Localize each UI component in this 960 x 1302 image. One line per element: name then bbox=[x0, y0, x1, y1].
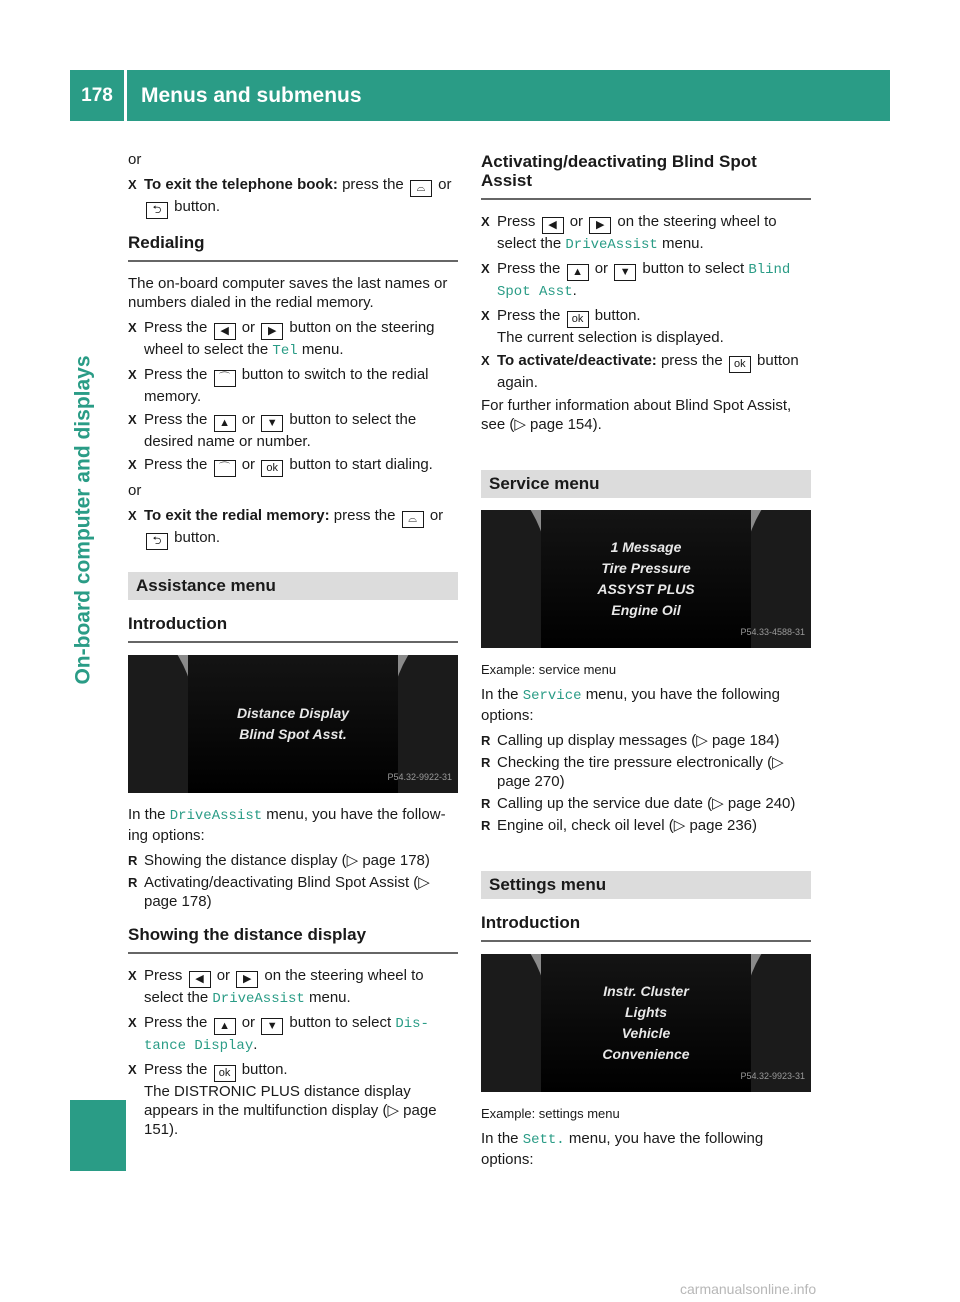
text: menu, you have the following options: bbox=[128, 806, 446, 844]
step-text: Press the bbox=[144, 1061, 208, 1078]
display-screen bbox=[541, 954, 751, 1092]
redialing-intro: The on-board computer saves the last names or numbers dialed in the redial memory. bbox=[128, 275, 448, 311]
showing-distance-heading: Showing the distance display bbox=[128, 925, 458, 954]
down-key-icon: ▼ bbox=[261, 1018, 283, 1035]
step-text: or bbox=[438, 176, 452, 193]
image-code: P54.33-4588-31 bbox=[740, 627, 805, 637]
up-key-icon: ▲ bbox=[214, 1018, 236, 1035]
menu-code: DriveAssist bbox=[565, 237, 658, 253]
step-text: Press the bbox=[497, 260, 561, 277]
step-text: press the bbox=[333, 507, 396, 524]
screen-line: Lights bbox=[625, 1004, 667, 1020]
step-text: Press the bbox=[497, 307, 561, 324]
screen-line: Blind Spot Asst. bbox=[239, 726, 347, 742]
step-text: Press the bbox=[144, 1014, 208, 1031]
page-number: 178 bbox=[70, 70, 127, 121]
driveassist-intro bbox=[128, 805, 458, 845]
right-key-icon: ▶ bbox=[236, 971, 258, 988]
side-tab-label: On-board computer and displays bbox=[71, 355, 95, 685]
step-text: button to switch to the redial memory. bbox=[144, 366, 429, 405]
screen-line: Convenience bbox=[602, 1046, 690, 1062]
text: In the bbox=[481, 1130, 519, 1147]
hangup-key-icon: ⌓ bbox=[402, 511, 424, 528]
step-text: or bbox=[241, 319, 256, 336]
step-exit-phonebook bbox=[128, 175, 458, 219]
step-text: button to select bbox=[642, 260, 745, 277]
text: In the bbox=[481, 686, 519, 703]
step-text: or bbox=[216, 967, 231, 984]
step-text: button. bbox=[174, 529, 221, 546]
menu-code: Blind Spot Asst bbox=[497, 262, 791, 300]
step-result: The DISTRONIC PLUS distance display appears in the multifunction display (▷ page 151). bbox=[144, 1083, 437, 1138]
step-text: button. bbox=[594, 307, 641, 324]
menu-code: DriveAssist bbox=[212, 991, 305, 1007]
down-key-icon: ▼ bbox=[261, 415, 283, 432]
assistance-menu-heading: Assistance menu bbox=[128, 572, 458, 600]
up-key-icon: ▲ bbox=[214, 415, 236, 432]
page-title: Menus and submenus bbox=[141, 84, 362, 107]
step-distance-2 bbox=[128, 1013, 458, 1056]
step-text: Press bbox=[497, 213, 536, 230]
right-key-icon: ▶ bbox=[589, 217, 611, 234]
step-redial-4 bbox=[128, 455, 458, 477]
step-text: or bbox=[241, 456, 256, 473]
step-text: . bbox=[253, 1036, 258, 1053]
back-key-icon: ⮌ bbox=[146, 202, 168, 219]
right-column bbox=[481, 150, 811, 1175]
step-text: or bbox=[429, 507, 444, 524]
or-text: or bbox=[128, 482, 142, 499]
step-redial-3 bbox=[128, 410, 458, 451]
ok-key-icon: ok bbox=[567, 311, 589, 328]
settings-intro bbox=[481, 1129, 811, 1169]
side-tab-marker bbox=[70, 1100, 126, 1171]
step-text: Press the bbox=[144, 366, 208, 383]
step-text: Press the bbox=[144, 411, 208, 428]
step-bsa-3 bbox=[481, 306, 811, 347]
text: menu, you have the following options: bbox=[481, 1130, 764, 1168]
step-bold: To exit the telephone book: bbox=[144, 176, 338, 193]
hangup-key-icon: ⌓ bbox=[410, 180, 432, 197]
step-text: on the steering wheel to select the bbox=[144, 967, 424, 1006]
step-text: menu. bbox=[661, 235, 704, 252]
step-text: . bbox=[572, 282, 577, 299]
step-redial-2 bbox=[128, 365, 458, 406]
service-intro bbox=[481, 685, 811, 725]
image-label: Example: service menu bbox=[481, 662, 617, 677]
step-bold: To exit the redial memory: bbox=[144, 507, 330, 524]
screen-line: Engine Oil bbox=[611, 602, 681, 618]
screen-line: ASSYST PLUS bbox=[597, 581, 695, 597]
text: menu, you have the following options: bbox=[481, 686, 780, 724]
menu-code: Tel bbox=[272, 343, 298, 359]
step-text: button. bbox=[241, 1061, 288, 1078]
or-text: or bbox=[128, 151, 142, 168]
screen-line: 1 Message bbox=[610, 539, 682, 555]
ok-key-icon: ok bbox=[261, 460, 283, 477]
settings-menu-heading: Settings menu bbox=[481, 871, 811, 899]
step-text: button again. bbox=[497, 352, 799, 391]
text: In the bbox=[128, 806, 166, 823]
step-text: button to start dialing. bbox=[289, 456, 433, 473]
page-header bbox=[70, 70, 890, 121]
step-text: or bbox=[569, 213, 584, 230]
back-key-icon: ⮌ bbox=[146, 533, 168, 550]
watermark: carmanualsonline.info bbox=[680, 1281, 817, 1297]
screen-line: Distance Display bbox=[236, 705, 350, 721]
step-bsa-2 bbox=[481, 259, 811, 302]
step-text: on the steering wheel to select the bbox=[497, 213, 777, 252]
screen-line: Instr. Cluster bbox=[603, 983, 689, 999]
list-item: R Calling up the service due date (▷ page 240) bbox=[481, 794, 811, 813]
menu-code: Distance Display bbox=[144, 1016, 429, 1054]
step-distance-1 bbox=[128, 966, 458, 1009]
step-text: press the bbox=[342, 176, 404, 193]
step-text: press the bbox=[660, 352, 723, 369]
step-result: The current selection is displayed. bbox=[497, 329, 724, 346]
introduction-heading: Introduction bbox=[481, 913, 811, 942]
ok-key-icon: ok bbox=[729, 356, 751, 373]
step-text: button. bbox=[174, 198, 221, 215]
image-label: Example: settings menu bbox=[481, 1106, 620, 1121]
step-exit-redial bbox=[128, 506, 458, 550]
list-item: R Checking the tire pressure electronically (▷ page 270) bbox=[481, 753, 811, 791]
step-distance-3 bbox=[128, 1060, 458, 1139]
step-text: or bbox=[241, 411, 256, 428]
display-screen bbox=[188, 655, 398, 793]
display-screen bbox=[541, 510, 751, 648]
step-text: or bbox=[241, 1014, 256, 1031]
step-text: button to select bbox=[289, 1014, 392, 1031]
settings-menu-screenshot bbox=[481, 954, 811, 1092]
step-bsa-1 bbox=[481, 212, 811, 255]
redialing-heading: Redialing bbox=[128, 233, 458, 262]
step-bsa-4 bbox=[481, 351, 811, 392]
blind-spot-more-info: For further information about Blind Spot Assist, see (▷ page 154). bbox=[481, 397, 792, 433]
step-text: button on the steering wheel to select the bbox=[144, 319, 435, 358]
list-item: R Engine oil, check oil level (▷ page 236) bbox=[481, 816, 811, 835]
assistance-menu-screenshot bbox=[128, 655, 458, 793]
left-key-icon: ◀ bbox=[214, 323, 236, 340]
step-redial-1 bbox=[128, 318, 458, 361]
image-code: P54.32-9923-31 bbox=[740, 1071, 805, 1081]
step-text: menu. bbox=[301, 341, 344, 358]
down-key-icon: ▼ bbox=[614, 264, 636, 281]
step-text: Press the bbox=[144, 319, 208, 336]
left-key-icon: ◀ bbox=[189, 971, 211, 988]
left-column bbox=[128, 150, 458, 1143]
screen-line: Vehicle bbox=[621, 1025, 671, 1041]
step-bold: To activate/deactivate: bbox=[497, 352, 657, 369]
menu-code: Sett. bbox=[522, 1132, 565, 1148]
right-key-icon: ▶ bbox=[261, 323, 283, 340]
introduction-heading: Introduction bbox=[128, 614, 458, 643]
blind-spot-heading: Activating/deactivating Blind Spot Assist bbox=[481, 152, 811, 200]
phone-key-icon: ⌒ bbox=[214, 460, 236, 477]
screen-line: Tire Pressure bbox=[601, 560, 691, 576]
step-text: menu. bbox=[308, 989, 351, 1006]
step-text: Press bbox=[144, 967, 183, 984]
list-item: R Calling up display messages (▷ page 184) bbox=[481, 731, 811, 750]
up-key-icon: ▲ bbox=[567, 264, 589, 281]
step-text: or bbox=[594, 260, 609, 277]
service-menu-heading: Service menu bbox=[481, 470, 811, 498]
image-code: P54.32-9922-31 bbox=[387, 772, 452, 782]
list-item: R Activating/deactivating Blind Spot Assist (▷ page 178) bbox=[128, 873, 458, 911]
step-text: button to select the desired name or number. bbox=[144, 411, 417, 450]
list-item: R Showing the distance display (▷ page 178) bbox=[128, 851, 458, 870]
menu-code: Service bbox=[522, 688, 582, 704]
phone-key-icon: ⌒ bbox=[214, 370, 236, 387]
service-menu-screenshot bbox=[481, 510, 811, 648]
left-key-icon: ◀ bbox=[542, 217, 564, 234]
menu-code: DriveAssist bbox=[169, 808, 263, 824]
step-text: Press the bbox=[144, 456, 208, 473]
ok-key-icon: ok bbox=[214, 1065, 236, 1082]
